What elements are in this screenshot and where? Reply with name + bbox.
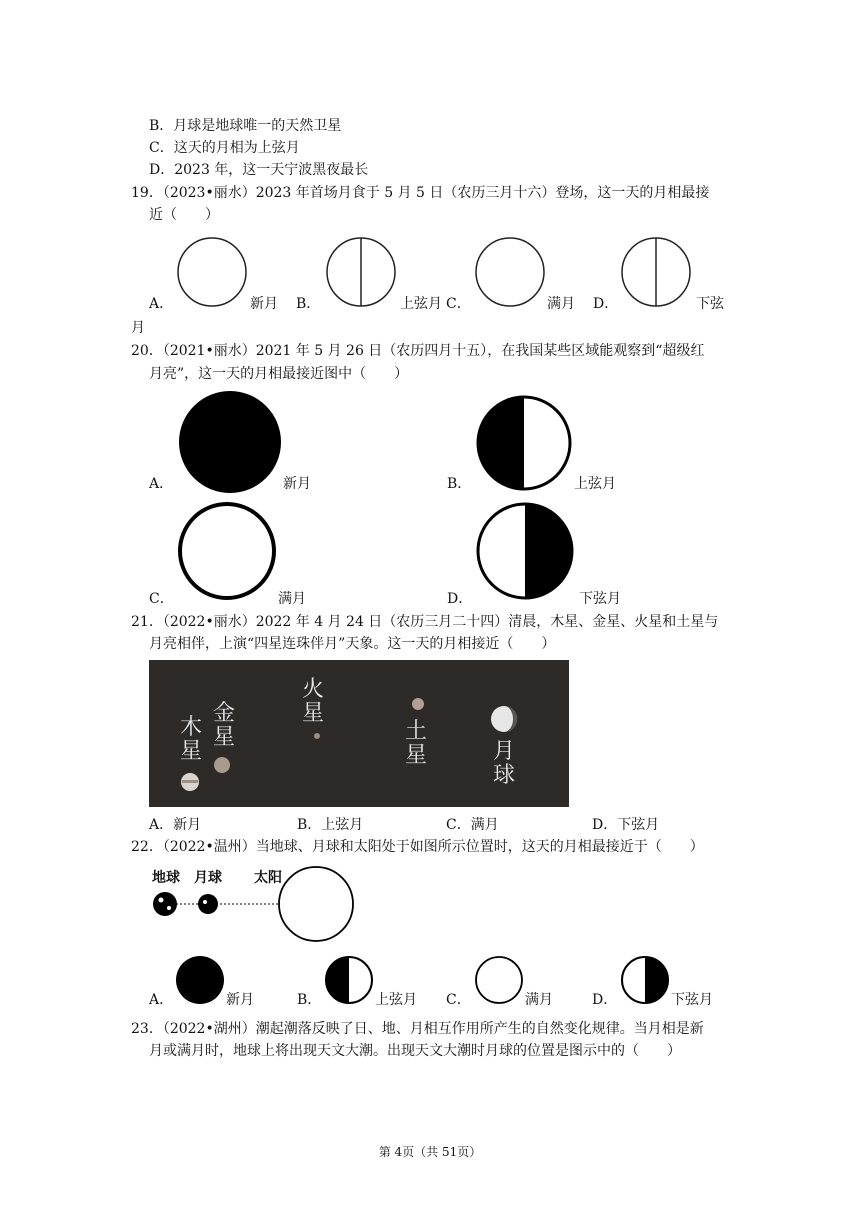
photo-label-mars: 火星 bbox=[301, 677, 324, 726]
q19-stem-line2: 近（ ） bbox=[149, 207, 219, 223]
q19-option-c-letter: C． bbox=[446, 296, 471, 312]
earth-moon-sun-diagram bbox=[150, 862, 360, 946]
q22-option-a-letter: A． bbox=[149, 992, 174, 1008]
q21-stem-line1: 21．（2022•丽水）2022 年 4 月 24 日（农历三月二十四）清晨，木星、金星、火星和土星与 bbox=[131, 614, 719, 630]
q21-option-b: B．上弦月 bbox=[297, 817, 364, 833]
q22-option-a-label: 新月 bbox=[226, 992, 254, 1008]
q22-moon-b-first-quarter bbox=[324, 955, 374, 1005]
q22-moon-d-last-quarter bbox=[620, 955, 670, 1005]
q20-option-c-letter: C． bbox=[149, 591, 174, 607]
q20-moon-a-new bbox=[178, 390, 284, 494]
diagram-label-sun: 太阳 bbox=[254, 870, 282, 886]
q21-option-c: C．满月 bbox=[446, 817, 499, 833]
q19-option-d-letter: D． bbox=[593, 296, 619, 312]
q21-option-d: D．下弦月 bbox=[592, 817, 660, 833]
q22-option-d-label: 下弦月 bbox=[671, 992, 713, 1008]
q22-option-c-letter: C． bbox=[446, 992, 471, 1008]
page-footer: 第 4页（共 51页） bbox=[378, 1145, 482, 1159]
q20-option-d-label: 下弦月 bbox=[579, 591, 621, 607]
q18-option-c: C．这天的月相为上弦月 bbox=[149, 140, 300, 156]
q20-option-a-label: 新月 bbox=[283, 476, 311, 492]
q20-option-b-label: 上弦月 bbox=[574, 476, 616, 492]
q20-moon-d-last-quarter bbox=[474, 502, 578, 600]
q21-stem-line2: 月亮相伴，上演“四星连珠伴月”天象。这一天的月相接近（ ） bbox=[149, 636, 556, 652]
mars-dot-icon bbox=[313, 732, 321, 740]
q22-moon-c-full bbox=[474, 955, 524, 1005]
photo-label-venus: 金星 bbox=[212, 701, 235, 750]
q20-option-d-letter: D． bbox=[447, 591, 473, 607]
diagram-label-earth: 地球 bbox=[152, 870, 180, 886]
q19-moon-d-last-quarter bbox=[620, 236, 692, 308]
q22-option-b-label: 上弦月 bbox=[375, 992, 417, 1008]
q19-option-b-letter: B． bbox=[296, 296, 321, 312]
q22-stem: 22．（2022•温州）当地球、月球和太阳处于如图所示位置时，这天的月相最接近于（ ） bbox=[131, 839, 704, 855]
q23-stem-line1: 23．（2022•湖州）潮起潮落反映了日、地、月相互作用所产生的自然变化规律。当月相是新 bbox=[131, 1021, 704, 1037]
moon-crescent-icon bbox=[490, 705, 518, 733]
q19-option-c-label: 满月 bbox=[547, 296, 575, 312]
photo-label-saturn: 土星 bbox=[404, 719, 427, 768]
q20-moon-c-full bbox=[177, 502, 277, 600]
q18-option-d: D．2023 年，这一天宁波黑夜最长 bbox=[149, 162, 369, 178]
q19-moon-b-first-quarter bbox=[325, 236, 397, 308]
q22-option-d-letter: D． bbox=[592, 992, 618, 1008]
q20-stem-line2: 月亮”，这一天的月相最接近图中（ ） bbox=[149, 366, 409, 382]
q19-option-a-letter: A． bbox=[149, 296, 174, 312]
q20-option-c-label: 满月 bbox=[278, 591, 306, 607]
q19-option-d-label: 下弦 bbox=[696, 296, 724, 312]
saturn-dot-icon bbox=[411, 697, 425, 711]
q23-stem-line2: 月或满月时，地球上将出现天文大潮。出现天文大潮时月球的位置是图示中的（ ） bbox=[149, 1043, 681, 1059]
q20-stem-line1: 20．（2021•丽水）2021 年 5 月 26 日（农历四月十五），在我国某些区域能观察到“超级红 bbox=[131, 343, 705, 359]
q20-moon-b-first-quarter bbox=[474, 395, 574, 491]
q19-moon-a-new bbox=[176, 236, 248, 308]
q22-option-c-label: 满月 bbox=[525, 992, 553, 1008]
planets-alignment-photo bbox=[149, 660, 569, 807]
q22-moon-a-new bbox=[175, 955, 225, 1005]
q19-option-d-label-wrap: 月 bbox=[131, 320, 145, 336]
q19-stem-line1: 19．（2023•丽水）2023 年首场月食于 5 月 5 日（农历三月十六）登场，这一天的月相最接 bbox=[131, 185, 710, 201]
diagram-label-moon: 月球 bbox=[194, 870, 222, 886]
q21-option-a: A．新月 bbox=[149, 817, 202, 833]
photo-label-moon: 月球 bbox=[492, 739, 515, 788]
jupiter-dot-icon bbox=[179, 772, 201, 792]
q20-option-a-letter: A． bbox=[149, 476, 174, 492]
q20-option-b-letter: B． bbox=[447, 476, 472, 492]
venus-dot-icon bbox=[213, 756, 231, 774]
q19-option-b-label: 上弦月 bbox=[400, 296, 442, 312]
photo-label-jupiter: 木星 bbox=[179, 715, 202, 764]
q19-option-a-label: 新月 bbox=[250, 296, 278, 312]
q18-option-b: B．月球是地球唯一的天然卫星 bbox=[149, 118, 342, 134]
q22-option-b-letter: B． bbox=[297, 992, 322, 1008]
q19-moon-c-full bbox=[474, 236, 546, 308]
